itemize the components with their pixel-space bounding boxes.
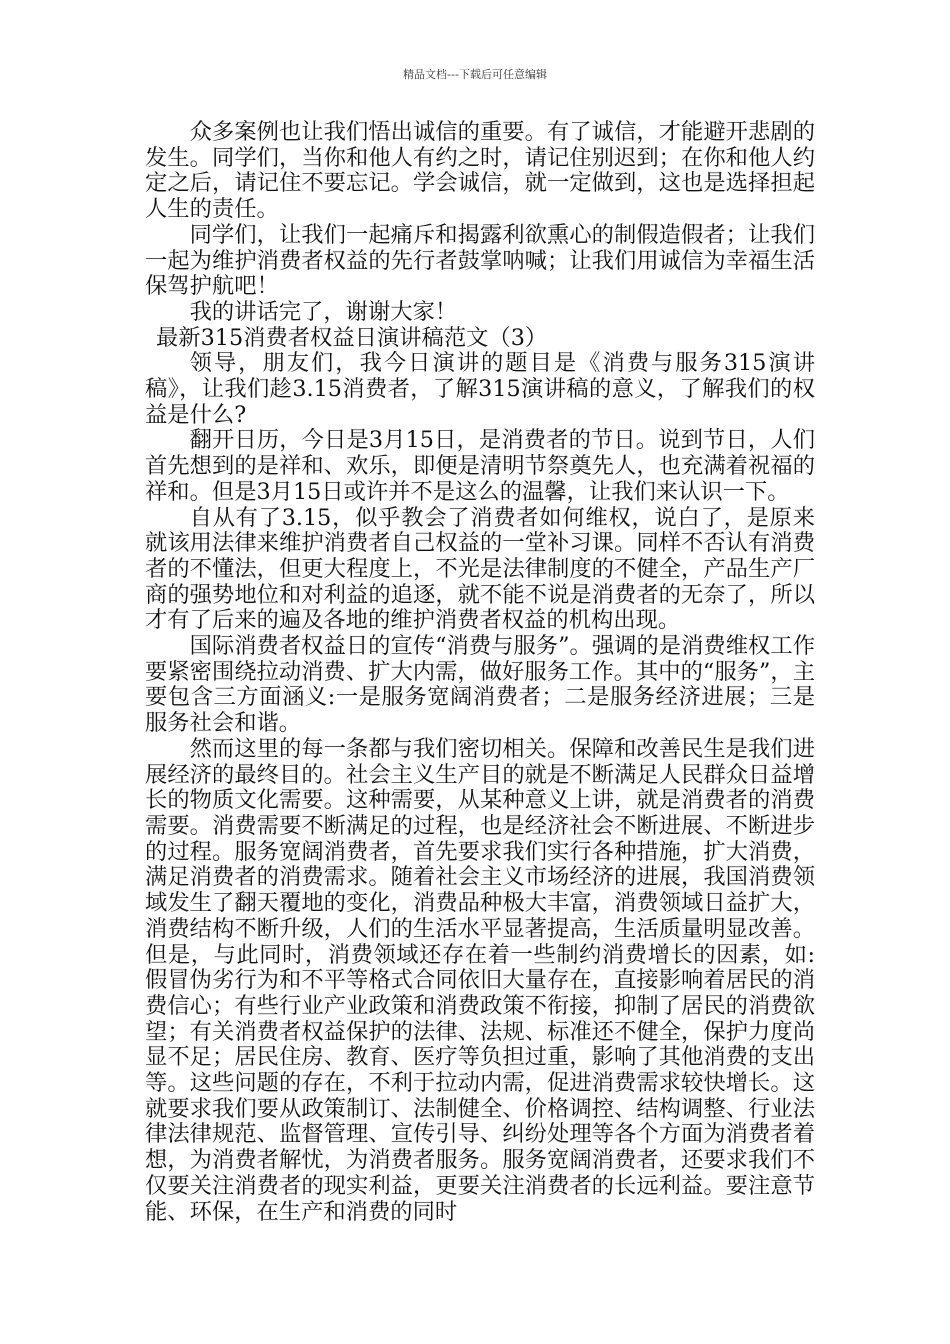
paragraph-4: 领导，朋友们，我今日演讲的题目是《消费与服务315演讲稿》，让我们趁3.15消费者，了解315演讲稿的意义，了解我们的权益是什么?: [145, 350, 815, 428]
paragraph-6: 自从有了3.15，似乎教会了消费者如何维权，说白了，是原来就该用法律来维护消费者自己权益的一堂补习课。同样不否认有消费者的不懂法，但更大程度上，不光是法律制度的不健全，产品生产厂商的强势地位和对利益的追逐，就不能不说是消费者的无奈了，所以才有了后来的遍及各地的维护消费者权益的机构出现。: [145, 504, 815, 634]
paragraph-1: 众多案例也让我们悟出诚信的重要。有了诚信，才能避开悲剧的发生。同学们，当你和他人有约之时，请记住别迟到；在你和他人约定之后，请记住不要忘记。学会诚信，就一定做到，这也是选择担起人生的责任。: [145, 119, 815, 223]
page-header: 精品文档---下载后可任意编辑: [403, 68, 547, 81]
paragraph-5: 翻开日历，今日是3月15日，是消费者的节日。说到节日，人们首先想到的是祥和、欢乐，即便是清明节祭奠先人，也充满着祝福的祥和。但是3月15日或许并不是这么的温馨，让我们来认识一下。: [145, 427, 815, 505]
document-body: [145, 120, 815, 1225]
section-title: 最新315消费者权益日演讲稿范文（3）: [156, 324, 548, 351]
paragraph-3: 我的讲话完了，谢谢大家！: [189, 298, 458, 325]
paragraph-8: 然而这里的每一条都与我们密切相关。保障和改善民生是我们进展经济的最终目的。社会主义生产目的就是不断满足人民群众日益增长的物质文化需要。这种需要，从某种意义上讲，就是消费者的消费需要。消费需要不断满足的过程，也是经济社会不断进展、不断进步的过程。服务宽阔消费者，首先要求我们实行各种措施，扩大消费，满足消费者的消费需求。随着社会主义市场经济的进展，我国消费领域发生了翻天覆地的变化，消费品种极大丰富，消费领域日益扩大，消费结构不断升级，人们的生活水平显著提高，生活质量明显改善。但是，与此同时，消费领域还存在着一些制约消费增长的因素，如:假冒伪劣行为和不平等格式合同依旧大量存在，直接影响着居民的消费信心；有些行业产业政策和消费政策不衔接，抑制了居民的消费欲望；有关消费者权益保护的法律、法规、标准还不健全，保护力度尚显不足；居民住房、教育、医疗等负担过重，影响了其他消费的支出等。这些问题的存在，不利于拉动内需，促进消费需求较快增长。这就要求我们要从政策制订、法制健全、价格调控、结构调整、行业法律法律规范、监督管理、宣传引导、纠纷处理等各个方面为消费者着想，为消费者解忧，为消费者服务。服务宽阔消费者，还要求我们不仅要关注消费者的现实利益，更要关注消费者的长远利益。要注意节能、环保，在生产和消费的同时: [145, 735, 815, 1225]
paragraph-7: 国际消费者权益日的宣传“消费与服务”。强调的是消费维权工作要紧密围绕拉动消费、扩大内需，做好服务工作。其中的“服务”，主要包含三方面涵义:一是服务宽阔消费者；二是服务经济进展；三是服务社会和谐。: [145, 633, 815, 737]
paragraph-2: 同学们，让我们一起痛斥和揭露利欲熏心的制假造假者；让我们一起为维护消费者权益的先行者鼓掌呐喊；让我们用诚信为幸福生活保驾护航吧！: [145, 221, 815, 300]
